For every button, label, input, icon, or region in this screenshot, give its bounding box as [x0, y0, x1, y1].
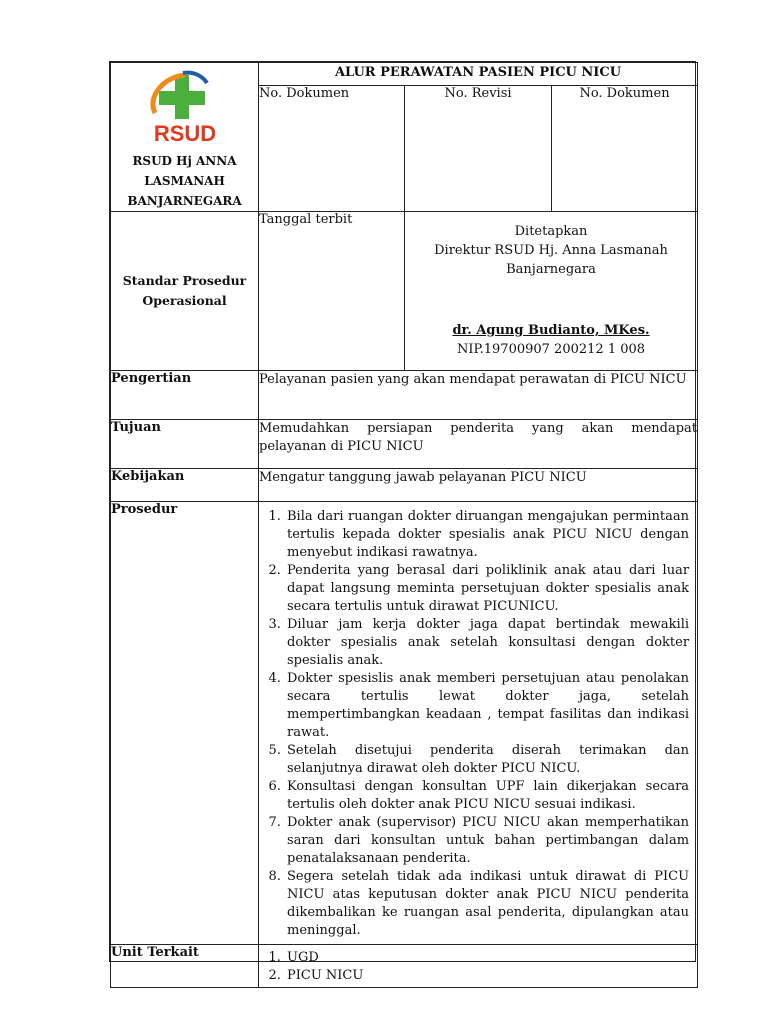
approval-cell: [405, 212, 698, 371]
approval-line-2: Direktur RSUD Hj. Anna Lasmanah: [434, 243, 668, 258]
prosedur-step: 3. Diluar jam kerja dokter jaga dapat bertindak mewakili dokter spesialis anak setelah konsultasi dengan dokter spesialis anak.: [285, 616, 689, 670]
signer-name: dr. Agung Budianto, MKes.: [452, 323, 650, 338]
prosedur-step: 7. Dokter anak (supervisor) PICU NICU akan memperhatikan saran dari konsultan untuk bahan pertimbangan dalam penatalaksanaan penderita.: [285, 814, 689, 868]
signer-nip: NIP.19700907 200212 1 008: [457, 342, 646, 357]
kebijakan-text: Mengatur tanggung jawab pelayanan PICU NICU: [259, 469, 698, 502]
sop-label-cell: [111, 212, 259, 371]
sop-label-line-1: Standar Prosedur: [122, 273, 247, 288]
approval-line-3: Banjarnegara: [506, 262, 596, 277]
document-title: ALUR PERAWATAN PASIEN PICU NICU: [259, 63, 698, 86]
hospital-name-line-3: BANJARNEGARA: [127, 194, 242, 208]
approval-line-1: Ditetapkan: [514, 224, 588, 239]
svg-text:RSUD: RSUD: [153, 121, 216, 145]
unit-terkait-label: Unit Terkait: [111, 945, 259, 988]
prosedur-cell: [259, 502, 698, 945]
hospital-name-line-1: RSUD Hj ANNA: [132, 154, 237, 168]
prosedur-step: 8. Segera setelah tidak ada indikasi untuk dirawat di PICU NICU atas keputusan dokter anak PICU NICU penderita dikembalikan ke ruangan asal penderita, dipulangkan atau meninggal.: [285, 868, 689, 940]
prosedur-step: 5. Setelah disetujui penderita diserah terimakan dan selanjutnya dirawat oleh dokter PICU NICU.: [285, 742, 689, 778]
prosedur-label: Prosedur: [111, 502, 259, 945]
signer-block: [405, 321, 697, 359]
unit-terkait-list: [259, 949, 697, 985]
sop-label-line-2: Operasional: [142, 293, 227, 308]
sop-document: [109, 61, 698, 983]
issue-date-label: Tanggal terbit: [259, 212, 405, 371]
prosedur-step: 2. Penderita yang berasal dari poliklinik anak atau dari luar dapat langsung meminta persetujuan dokter spesialis anak secara tertulis untuk dirawat PICUNICU.: [285, 562, 689, 616]
pengertian-label: Pengertian: [111, 371, 259, 420]
kebijakan-label: Kebijakan: [111, 469, 259, 502]
sop-table: [110, 62, 698, 988]
unit-item: 1. UGD: [285, 949, 689, 967]
hospital-cell: [111, 63, 259, 212]
tujuan-text: Memudahkan persiapan penderita yang akan mendapat pelayanan di PICU NICU: [259, 420, 698, 469]
hospital-name: [111, 151, 258, 211]
revision-label: No. Revisi: [405, 85, 552, 211]
prosedur-steps: [259, 508, 697, 940]
doc-number-label-2: No. Dokumen: [552, 85, 698, 211]
unit-item: 2. PICU NICU: [285, 967, 689, 985]
hospital-name-line-2: LASMANAH: [144, 174, 225, 188]
doc-number-label: No. Dokumen: [259, 85, 405, 211]
prosedur-step: 6. Konsultasi dengan konsultan UPF lain dikerjakan secara tertulis oleh dokter anak PICU NICU sesuai indikasi.: [285, 778, 689, 814]
prosedur-step: 1. Bila dari ruangan dokter diruangan mengajukan permintaan tertulis kepada dokter spesialis anak PICU NICU dengan menyebut indikasi rawatnya.: [285, 508, 689, 562]
hospital-logo: [111, 63, 258, 149]
pengertian-text: Pelayanan pasien yang akan mendapat perawatan di PICU NICU: [259, 371, 698, 420]
rsud-logo-icon: [145, 69, 225, 145]
prosedur-step: 4. Dokter spesislis anak memberi persetujuan atau penolakan secara tertulis lewat dokter jaga, setelah mempertimbangkan keadaan , tempat fasilitas dan indikasi rawat.: [285, 670, 689, 742]
tujuan-label: Tujuan: [111, 420, 259, 469]
unit-terkait-cell: [259, 945, 698, 988]
